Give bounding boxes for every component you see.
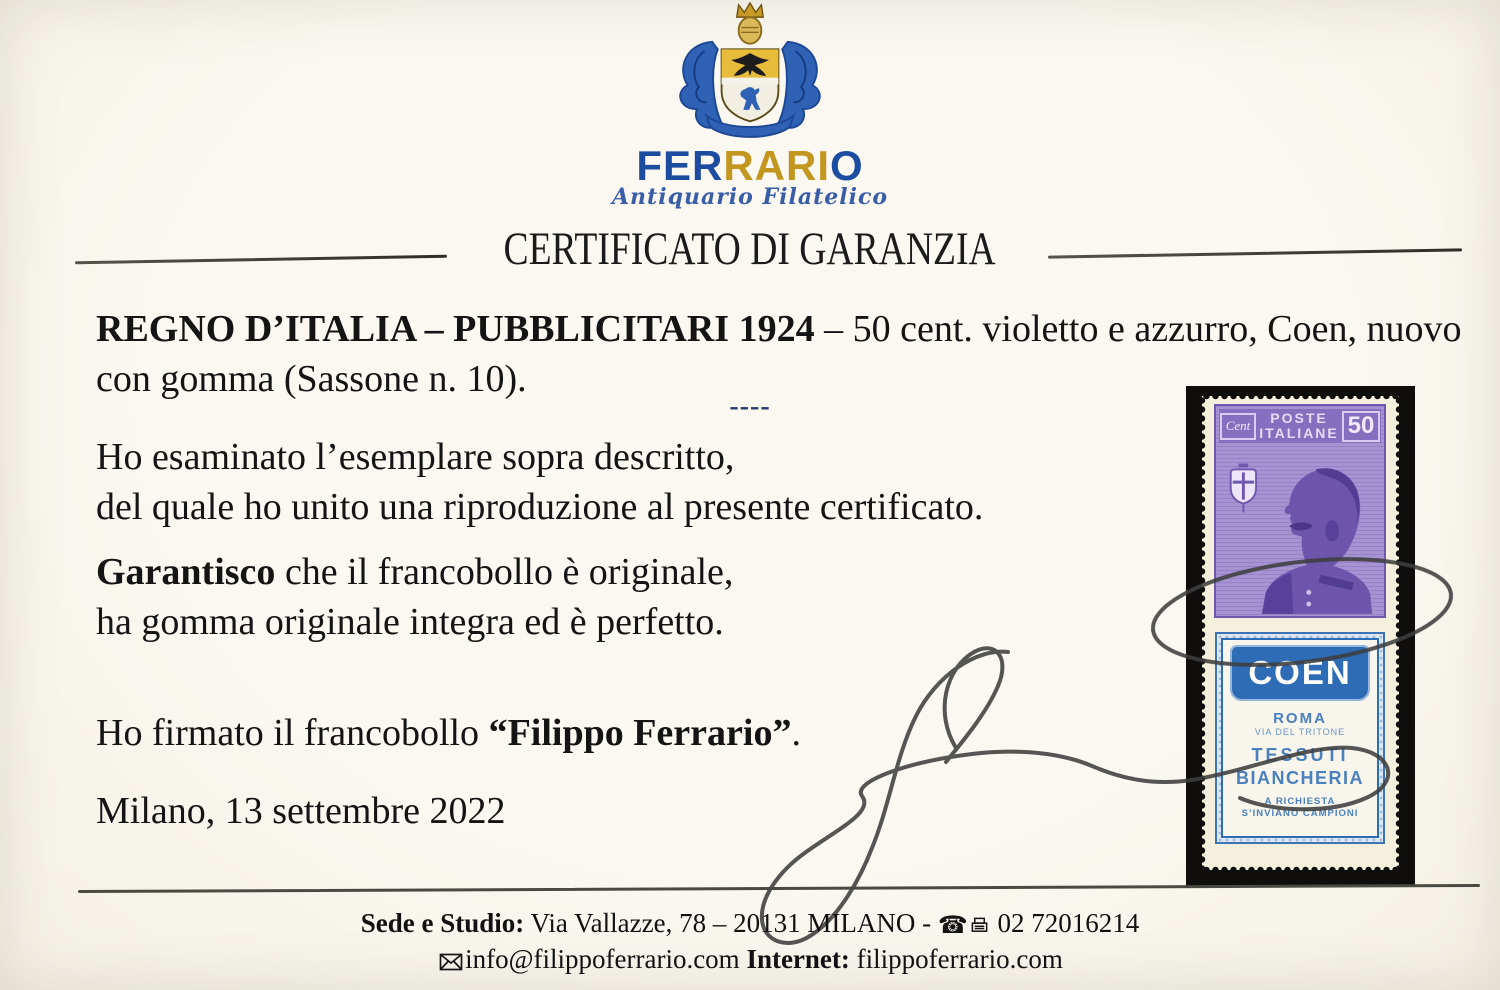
advert-product-2: BIANCHERIA [1235,768,1364,788]
king-portrait [1219,446,1381,614]
footer-line-1: Sede e Studio: Via Vallazze, 78 – 20131 MILANO - ☎ 02 72016214 [360,908,1140,939]
stamp-paper [1202,396,1399,870]
postal-stamp [1214,404,1386,618]
mail-icon [439,953,463,971]
advert-note: A RICHIESTA S’INVIANO CAMPIONI [1241,796,1359,819]
savoy-shield-icon [1231,464,1256,513]
description-line-2: con gomma (Sassone n. 10). [96,358,527,400]
dash-separator: ---- [729,391,771,422]
brand-wordmark [0,142,1500,190]
footer-rule [78,884,1480,893]
brand-prefix: FER [636,142,724,189]
advert-product-1: TESSUTI [1251,745,1349,765]
brand-suffix: O [830,142,864,189]
stamp-photo [1186,386,1415,886]
advert-city: ROMA [1273,710,1327,727]
perforation-left [1200,396,1207,870]
poste-italiane-label: POSTE ITALIANE [1259,410,1339,441]
advert-label [1215,632,1385,844]
advert-street: VIA DEL TRITONE [1254,727,1346,737]
advert-title: COEN [1230,645,1370,701]
brand-highlight: RARI [723,142,830,189]
perforation-top [1202,394,1399,401]
footer-line-2: info@filippoferrario.com Internet: filippoferrario.com [0,942,1500,976]
paragraph-examined: Ho esaminato l’esemplare sopra descritto, del quale ho unito una riproduzione al presente certificato. [96,436,984,528]
stamp-header-band [1219,409,1381,443]
brand-tagline: Antiquario Filatelico [611,184,889,210]
footer [0,906,1500,976]
dateline: Milano, 13 settembre 2022 [96,790,506,832]
perforation-bottom [1202,865,1399,872]
description-line-1: REGNO D’ITALIA – PUBBLICITARI 1924 – 50 cent. violetto e azzurro, Coen, nuovo [96,308,1462,350]
advert-frame [1221,638,1379,838]
fax-icon [970,916,989,935]
cent-box: Cent [1220,413,1256,440]
paragraph-signed: Ho firmato il francobollo “Filippo Ferrario”. [96,712,801,754]
perforation-right [1394,396,1401,870]
paragraph-guarantee: Garantisco che il francobollo è originale, ha gomma originale integra ed è perfetto. [96,551,734,643]
coat-of-arms [652,2,848,144]
face-value: 50 [1342,411,1380,442]
certificate-title: CERTIFICATO DI GARANZIA [503,223,997,275]
phone-icon: ☎ [937,911,968,939]
